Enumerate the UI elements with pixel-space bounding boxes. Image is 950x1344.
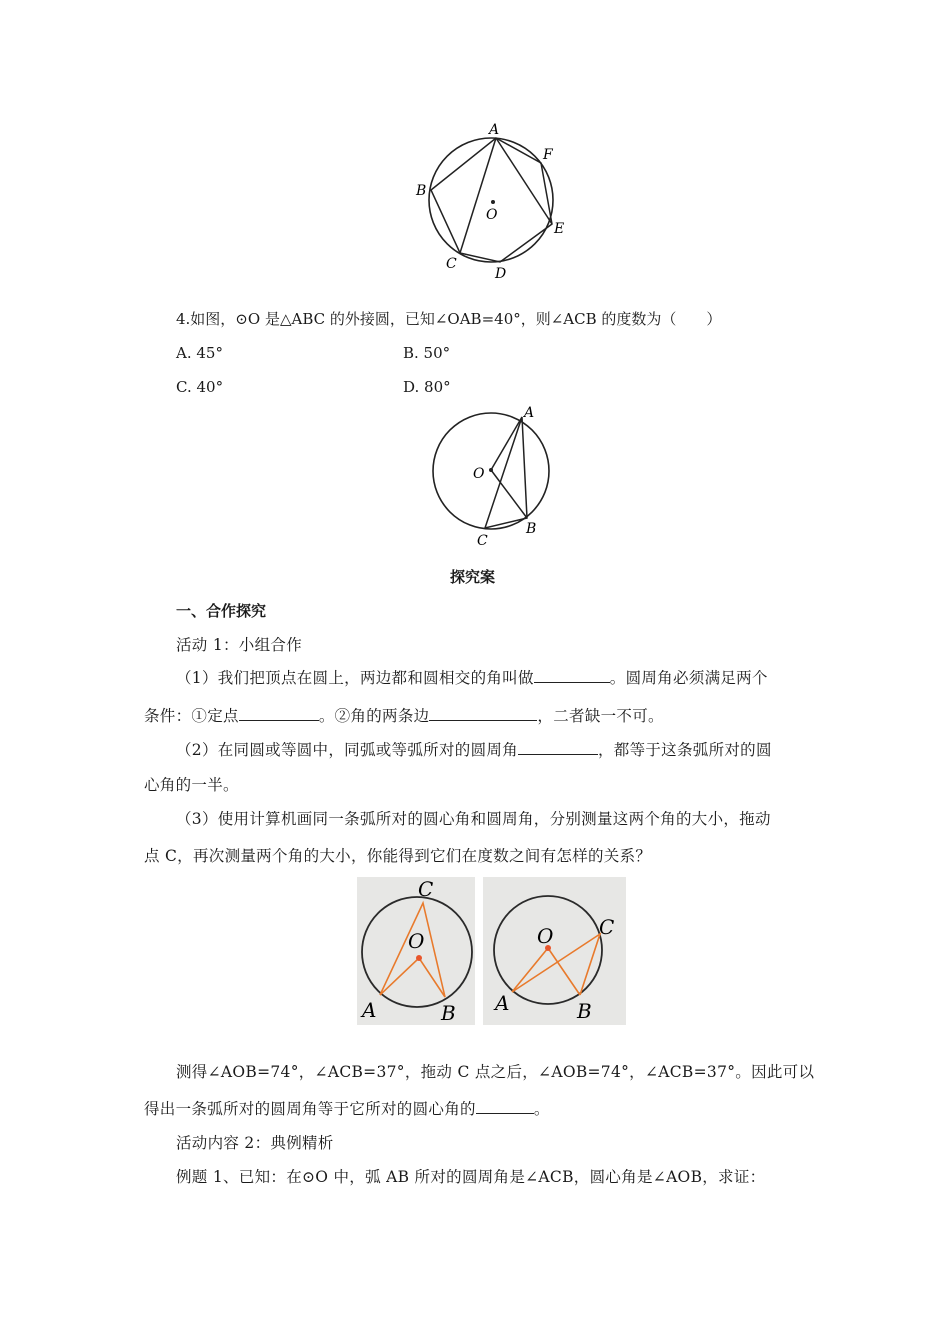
paragraph-2-line-1 (176, 740, 772, 760)
blank-2 (239, 706, 319, 721)
label-c: C (477, 533, 488, 549)
photo-label-a: A (362, 998, 377, 1022)
photo-2-diagram (483, 877, 626, 1025)
label-c: C (446, 256, 457, 272)
photo-center-dot (416, 955, 422, 961)
text: ，二者缺一不可。 (537, 707, 664, 725)
activity-1-label: 活动 1：小组合作 (176, 636, 302, 654)
option-b: B. 50° (403, 344, 451, 362)
triangle-abc (485, 417, 527, 528)
label-o: O (486, 207, 498, 223)
label-e: E (554, 221, 565, 237)
label-d: D (495, 266, 507, 282)
text: 。圆周角必须满足两个 (609, 669, 768, 687)
paragraph-3-line-2: 点 C，再次测量两个角的大小，你能得到它们在度数之间有怎样的关系？ (144, 847, 652, 865)
photo-angle-acb (512, 934, 600, 995)
photo-label-c: C (599, 915, 615, 939)
photo-label-o: O (408, 929, 425, 953)
section-heading: 一、合作探究 (176, 602, 267, 620)
text: （2）在同圆或等圆中，同弧或等弧所对的圆周角 (176, 741, 518, 759)
option-c: C. 40° (176, 378, 224, 396)
photo-figure-2 (483, 877, 626, 1025)
circle-o (429, 138, 553, 262)
photo-label-c: C (418, 877, 434, 901)
photo-label-a: A (495, 991, 510, 1015)
segment-ac (460, 138, 496, 253)
blank-3 (429, 706, 537, 721)
paragraph-1-line-2 (144, 706, 664, 726)
paragraph-1-line-1 (176, 668, 768, 688)
label-b: B (416, 183, 427, 199)
photo-label-b: B (441, 1001, 456, 1025)
photo-angle-aob (380, 958, 445, 997)
text: （1）我们把顶点在圆上，两边都和圆相交的角叫做 (176, 669, 534, 687)
measurement-line-2 (144, 1099, 550, 1119)
section-title: 探究案 (450, 568, 496, 586)
text: ，都等于这条弧所对的圆 (597, 741, 772, 759)
activity-2-label: 活动内容 2：典例精析 (176, 1134, 334, 1152)
measurement-line-1: 测得∠AOB=74°，∠ACB=37°，拖动 C 点之后，∠AOB=74°，∠ACB=37°。因此可以 (176, 1063, 815, 1081)
text: 条件：①定点 (144, 707, 239, 725)
text: 。②角的两条边 (318, 707, 430, 725)
option-d: D. 80° (403, 378, 451, 396)
blank-5 (476, 1099, 534, 1114)
option-a: A. 45° (176, 344, 223, 362)
center-dot (491, 200, 495, 204)
blank-1 (534, 668, 610, 683)
example-1-text: 例题 1、已知：在⊙O 中，弧 AB 所对的圆周角是∠ACB，圆心角是∠AOB，求证： (176, 1168, 766, 1186)
paragraph-2-line-2: 心角的一半。 (144, 776, 239, 794)
label-b: B (526, 521, 537, 537)
photo-figure-1 (357, 877, 475, 1025)
blank-4 (518, 740, 598, 755)
label-o: O (473, 466, 485, 482)
photo-label-o: O (537, 924, 554, 948)
label-a: A (524, 405, 535, 421)
text: 。 (533, 1100, 550, 1118)
figure-circle-triangle (425, 400, 565, 550)
photo-label-b: B (577, 999, 592, 1023)
hexagon-abcdef (431, 138, 552, 262)
figure-circle-hexagon (410, 118, 580, 288)
photo-1-diagram (357, 877, 475, 1025)
center-dot (489, 468, 493, 472)
label-a: A (489, 122, 500, 138)
paragraph-3-line-1: （3）使用计算机画同一条弧所对的圆心角和圆周角，分别测量这两个角的大小，拖动 (176, 810, 771, 828)
text: 得出一条弧所对的圆周角等于它所对的圆心角的 (144, 1100, 476, 1118)
label-f: F (543, 147, 553, 163)
question-4-stem: 4.如图，⊙O 是△ABC 的外接圆，已知∠OAB=40°，则∠ACB 的度数为（ ） (176, 310, 722, 328)
photo-angle-aob (512, 948, 580, 995)
